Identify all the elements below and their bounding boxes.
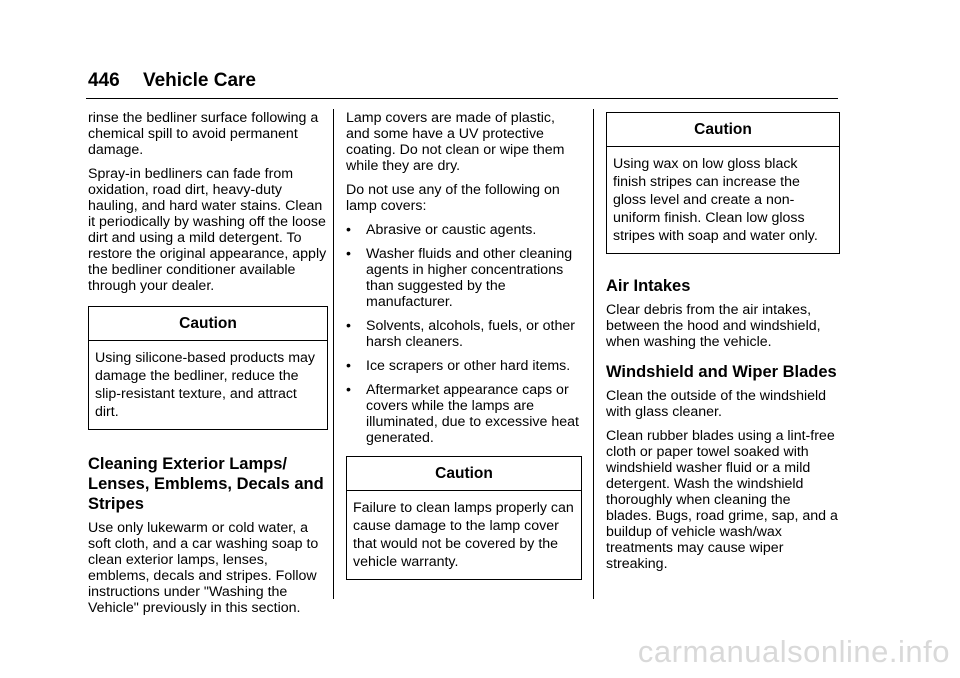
caution-text: Using wax on low gloss black finish stripes can increase the gloss level and create a non-uniform finish. Clean low gloss stripes with soap and water only.: [613, 156, 818, 244]
paragraph: Clean rubber blades using a lint-free cloth or paper towel soaked with windshield washer fluid or a mild detergent. Wash the windshield thoroughly when cleaning the blades. Bugs, road grime, sap, and a buildup of vehicle wash/wax treatments may cause wiper streaking.: [606, 428, 838, 572]
paragraph: Use only lukewarm or cold water, a soft cloth, and a car washing soap to clean exterior lamps, lenses, emblems, decals and stripes. Follow instructions under "Washing the Vehicle" previously in this section.: [88, 520, 319, 616]
column-divider: [333, 109, 334, 599]
list-item: • Aftermarket appearance caps or covers while the lamps are illuminated, due to excessive heat generated.: [346, 382, 579, 446]
header-rule: [86, 98, 838, 99]
caution-text: Failure to clean lamps properly can cause damage to the lamp cover that would not be covered by the vehicle warranty.: [353, 500, 574, 570]
column-3: [606, 110, 840, 580]
bullet-list: [346, 222, 582, 446]
watermark-text: carmanualsonline.info: [637, 634, 950, 669]
list-item: • Ice scrapers or other hard items.: [346, 358, 571, 374]
caution-title: Caution: [347, 457, 581, 491]
list-item: • Washer fluids and other cleaning agents in higher concentrations than suggested by the manufacturer.: [346, 246, 573, 310]
caution-title: Caution: [89, 307, 327, 341]
page-header: [88, 70, 256, 92]
section-heading: Air Intakes: [606, 277, 691, 295]
paragraph: rinse the bedliner surface following a chemical spill to avoid permanent damage.: [88, 110, 319, 158]
caution-text: Using silicone-based products may damage the bedliner, reduce the slip-resistant texture, and attract dirt.: [95, 350, 316, 420]
paragraph: Lamp covers are made of plastic, and some have a UV protective coating. Do not clean or wipe them while they are dry.: [346, 110, 565, 174]
paragraph: Spray-in bedliners can fade from oxidation, road dirt, heavy-duty hauling, and hard water stains. Clean it periodically by washing off the loose dirt and using a mild detergent. To restore the original appearance, apply the bedliner conditioner available through your dealer.: [88, 166, 327, 294]
column-1: [88, 110, 328, 624]
paragraph: Clean the outside of the windshield with glass cleaner.: [606, 388, 827, 420]
caution-title: Caution: [607, 113, 839, 147]
column-2: [346, 110, 582, 588]
page-number: 446: [88, 70, 120, 91]
section-heading: Windshield and Wiper Blades: [606, 363, 837, 381]
caution-box: [606, 112, 840, 254]
paragraph: Do not use any of the following on lamp covers:: [346, 182, 560, 214]
list-item: • Abrasive or caustic agents.: [346, 222, 537, 238]
section-title: Vehicle Care: [142, 70, 257, 91]
section-heading: Cleaning Exterior Lamps/ Lenses, Emblems, Decals and Stripes: [88, 455, 324, 513]
paragraph: Clear debris from the air intakes, between the hood and windshield, when washing the vehicle.: [606, 302, 821, 350]
caution-box: [346, 456, 582, 580]
caution-box: [88, 306, 328, 430]
list-item: • Solvents, alcohols, fuels, or other harsh cleaners.: [346, 318, 575, 350]
column-divider: [593, 109, 594, 599]
